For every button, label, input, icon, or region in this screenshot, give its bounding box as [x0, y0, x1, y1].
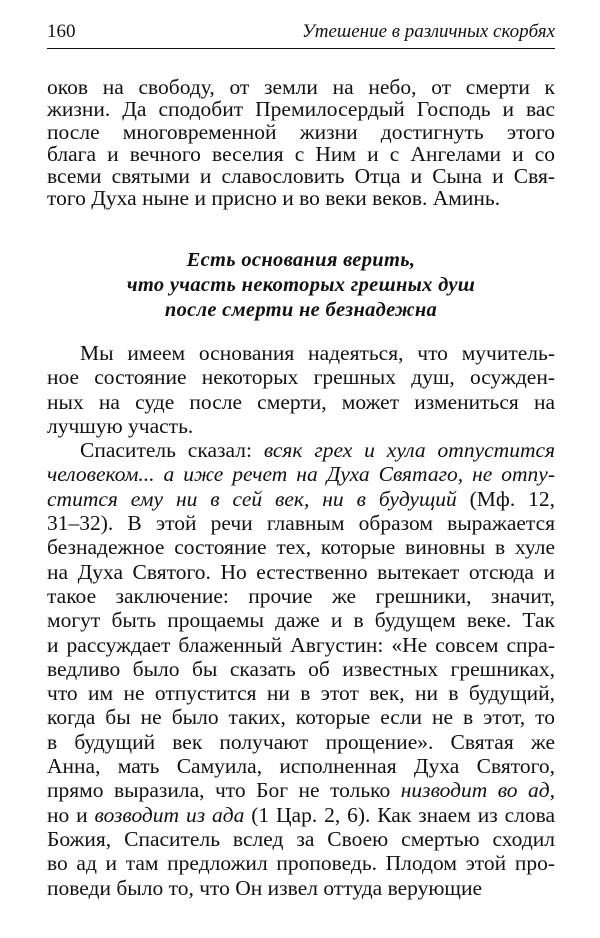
- text-line: [47, 608, 555, 632]
- italic-quote: человеком... а иже речет на Духа Святаго, не отпу-: [47, 462, 555, 487]
- header-divider: [47, 48, 555, 49]
- text-run: что им не отпустится ни в этот век, ни в будущий,: [47, 681, 555, 706]
- text-line: [47, 778, 555, 802]
- text-line: [47, 511, 555, 535]
- text-line: [47, 98, 555, 120]
- text-line: [47, 121, 555, 143]
- text-run: всеми святыми и славословить Отца и Сына и Свя-: [47, 164, 555, 189]
- text-run: Мы имеем основания надеяться, что мучитель-: [80, 341, 555, 365]
- text-line: [47, 462, 555, 486]
- text-run: безнадежное состояние тех, которые виновны в хуле: [47, 535, 555, 560]
- text-run: и рассуждает блаженный Августин: «Не совсем спра-: [47, 632, 555, 657]
- italic-quote: стится ему ни в сей век, ни в будущий: [47, 486, 457, 511]
- text-run: (1 Цар. 2, 6). Как знаем из слова: [244, 802, 556, 827]
- text-run: после многовременной жизни достигнуть этого: [47, 119, 555, 144]
- text-line: [47, 535, 555, 559]
- text-line: [47, 487, 555, 511]
- text-run: ное состояние некоторых грешных душ, осужден-: [47, 365, 555, 390]
- text-run: блага и вечного веселия с Ним и с Ангелами и со: [47, 141, 555, 166]
- text-run: ведливо было бы сказать об известных грешниках,: [47, 656, 555, 681]
- text-run: но и: [47, 802, 95, 827]
- text-line: [47, 633, 555, 657]
- text-line: [47, 390, 555, 414]
- text-line: [47, 187, 555, 209]
- text-line: [47, 165, 555, 187]
- text-line: [47, 730, 555, 754]
- running-title: Утешение в различных скорбях: [301, 21, 555, 42]
- text-line: [47, 851, 555, 875]
- text-line: [47, 560, 555, 584]
- heading-line: что участь некоторых грешных душ: [126, 274, 476, 296]
- text-run: лучшую участь.: [47, 413, 194, 438]
- heading-line: Есть основания верить,: [186, 249, 416, 271]
- text-line: [47, 681, 555, 705]
- paragraph-continuation: [47, 76, 555, 210]
- text-line: [47, 365, 555, 389]
- text-line: [47, 414, 555, 438]
- text-run: поведи было то, что Он извел оттуда верующие: [47, 875, 483, 900]
- text-line: [47, 827, 555, 851]
- text-run: ных на суде после смерти, может измениться на: [47, 389, 555, 414]
- text-run: Анна, мать Самуила, исполненная Духа Святого,: [47, 754, 555, 779]
- text-line: [47, 803, 555, 827]
- page-number: 160: [47, 21, 76, 42]
- text-run: Спаситель сказал:: [80, 438, 264, 463]
- heading-line: после смерти не безнадежна: [164, 299, 438, 321]
- text-run: во ад и там предложил проповедь. Плодом этой про-: [47, 851, 555, 876]
- text-line: [47, 76, 555, 98]
- text-line: [47, 143, 555, 165]
- section-heading: [47, 248, 555, 323]
- text-line: [47, 705, 555, 729]
- text-run: в будущий век получают прощение». Святая же: [47, 729, 555, 754]
- text-line: [47, 876, 555, 900]
- text-run: могут быть прощаемы даже и в будущем веке. Так: [47, 608, 555, 633]
- italic-quote: низводит во ад,: [400, 778, 555, 803]
- text-line: [47, 657, 555, 681]
- section-body: [47, 341, 555, 900]
- text-line: [47, 584, 555, 608]
- text-line: [47, 438, 555, 462]
- text-run: оков на свободу, от земли на небо, от смерти к: [47, 75, 555, 99]
- text-line: [47, 754, 555, 778]
- text-run: прямо выразила, что Бог не только: [47, 778, 401, 803]
- text-run: когда бы не было таких, которые если не в этот, то: [47, 705, 555, 730]
- italic-quote: возводит из ада: [94, 802, 245, 827]
- text-run: на Духа Святого. Но естественно вытекает отсюда и: [47, 559, 555, 584]
- text-run: того Духа ныне и присно и во веки веков. Аминь.: [47, 186, 501, 211]
- text-run: Божия, Спаситель вслед за Своею смертью сходил: [47, 826, 555, 851]
- text-line: [47, 341, 555, 365]
- text-run: жизни. Да сподобит Премилосердый Господь и вас: [47, 97, 555, 122]
- text-run: такое заключение: прочие же грешники, значит,: [47, 583, 555, 608]
- text-run: 31–32). В этой речи главным образом выражается: [47, 511, 555, 536]
- text-run: (Мф. 12,: [456, 486, 555, 511]
- italic-quote: всяк грех и хула отпустится: [263, 438, 556, 463]
